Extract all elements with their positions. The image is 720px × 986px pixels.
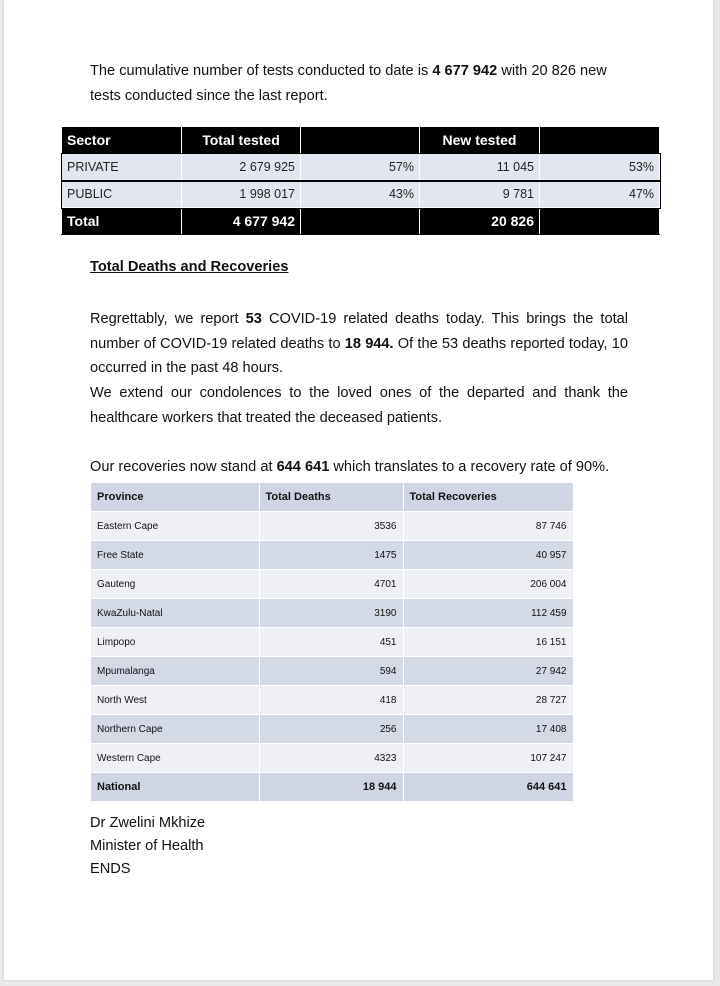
cell-province: KwaZulu-Natal (91, 599, 259, 628)
deaths-today: 53 (245, 311, 262, 327)
deaths-text-3: Of the 53 deaths reported today, 10 occurred in the past 48 hours. (90, 335, 628, 376)
cell-recoveries: 16 151 (403, 628, 573, 657)
cell-recoveries: 87 746 (403, 512, 573, 541)
document-page (4, 0, 713, 980)
cell-deaths: 418 (259, 686, 403, 715)
cell-total-pct: 57% (301, 154, 420, 181)
cell-total-tested-sum: 4 677 942 (182, 208, 301, 235)
recovery-text-1: Our recoveries now stand at (90, 459, 277, 475)
table-row (62, 181, 660, 208)
deaths-text-2: COVID-19 related deaths today. This brings the total number of COVID-19 related deaths to (90, 311, 628, 352)
cell-deaths: 594 (259, 657, 403, 686)
cell-deaths: 256 (259, 715, 403, 744)
cell-province: Western Cape (91, 744, 259, 773)
table-row (62, 154, 660, 181)
cell-national-recoveries: 644 641 (403, 773, 573, 802)
header-sector: Sector (62, 127, 182, 154)
header-province: Province (91, 483, 259, 512)
province-total-row (91, 773, 573, 802)
header-empty-2 (540, 127, 660, 154)
table-row (91, 657, 573, 686)
cell-new-tested-sum: 20 826 (420, 208, 540, 235)
signature-title: Minister of Health (90, 838, 204, 854)
cell-deaths: 3190 (259, 599, 403, 628)
cell-national-deaths: 18 944 (259, 773, 403, 802)
cell-total-pct: 43% (301, 181, 420, 208)
deaths-paragraph (90, 307, 628, 381)
signature-block (90, 812, 205, 881)
deaths-total: 18 944. (344, 335, 394, 352)
cell-total: 2 679 925 (182, 154, 301, 181)
cell-national-label: National (91, 773, 259, 802)
table-row (91, 744, 573, 773)
deaths-heading: Total Deaths and Recoveries (90, 259, 289, 275)
header-total-tested: Total tested (182, 127, 301, 154)
cell-province: North West (91, 686, 259, 715)
cell-recoveries: 107 247 (403, 744, 573, 773)
table-row (91, 541, 573, 570)
deaths-text-1: Regrettably, we report (90, 311, 246, 327)
cell-recoveries: 27 942 (403, 657, 573, 686)
intro-total-tests: 4 677 942 (432, 63, 498, 79)
intro-paragraph (90, 59, 628, 108)
header-empty-1 (301, 127, 420, 154)
table-row (91, 686, 573, 715)
cell-new: 11 045 (420, 154, 540, 181)
tests-table (61, 126, 660, 235)
cell-new-pct: 53% (540, 154, 660, 181)
header-total-deaths: Total Deaths (259, 483, 403, 512)
cell-recoveries: 17 408 (403, 715, 573, 744)
tests-header-row (62, 127, 660, 154)
cell-deaths: 4323 (259, 744, 403, 773)
cell-empty (540, 208, 660, 235)
signature-end: ENDS (90, 861, 131, 877)
signature-name: Dr Zwelini Mkhize (90, 815, 206, 831)
header-new-tested: New tested (420, 127, 540, 154)
header-total-recoveries: Total Recoveries (403, 483, 573, 512)
cell-province: Free State (91, 541, 259, 570)
province-table (91, 483, 574, 802)
recovery-value: 644 641 (276, 459, 330, 475)
cell-new-pct: 47% (540, 181, 660, 208)
cell-province: Eastern Cape (91, 512, 259, 541)
cell-deaths: 4701 (259, 570, 403, 599)
table-row (91, 512, 573, 541)
cell-sector: PRIVATE (62, 154, 182, 181)
recovery-paragraph (90, 455, 628, 480)
table-row (91, 570, 573, 599)
cell-recoveries: 206 004 (403, 570, 573, 599)
cell-sector: PUBLIC (62, 181, 182, 208)
cell-deaths: 3536 (259, 512, 403, 541)
cell-deaths: 451 (259, 628, 403, 657)
cell-total-label: Total (62, 208, 182, 235)
cell-province: Gauteng (91, 570, 259, 599)
intro-text-1: The cumulative number of tests conducted to date is (90, 63, 433, 79)
condolence-paragraph: We extend our condolences to the loved ones of the departed and thank the healthcare workers that treated the deceased patients. (90, 385, 628, 426)
cell-deaths: 1475 (259, 541, 403, 570)
cell-empty (301, 208, 420, 235)
cell-recoveries: 40 957 (403, 541, 573, 570)
province-header-row (91, 483, 573, 512)
cell-recoveries: 112 459 (403, 599, 573, 628)
recovery-text-2: which translates to a recovery rate of 90%. (329, 459, 610, 475)
cell-province: Mpumalanga (91, 657, 259, 686)
table-row (91, 715, 573, 744)
intro-text-2: with 20 826 new tests conducted since the last report. (90, 63, 607, 104)
cell-province: Limpopo (91, 628, 259, 657)
table-row (91, 628, 573, 657)
cell-province: Northern Cape (91, 715, 259, 744)
tests-total-row (62, 208, 660, 235)
table-row (91, 599, 573, 628)
cell-total: 1 998 017 (182, 181, 301, 208)
cell-recoveries: 28 727 (403, 686, 573, 715)
cell-new: 9 781 (420, 181, 540, 208)
